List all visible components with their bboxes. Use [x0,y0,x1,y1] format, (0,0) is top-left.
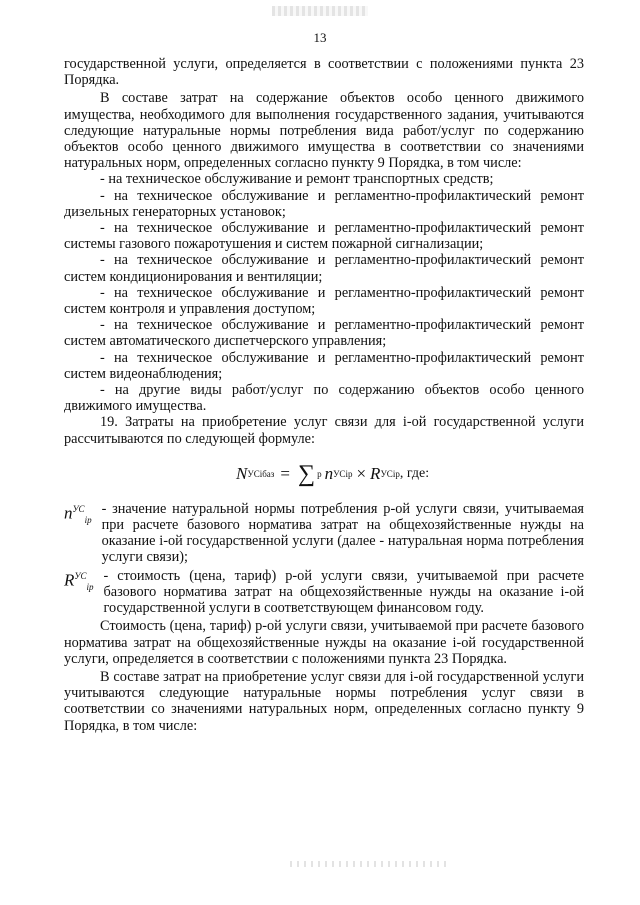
definition-n-text: - значение натуральной нормы потребления p-ой услуги связи, учитываемая при расчете базового норматива затрат на общехозяйственные нужды на оказание i-ой государственной услуги (далее - натуральная норма потребления услуги связи); [101,500,584,566]
symbol-r-var: R [64,570,75,590]
formula-n-var: n [324,463,334,483]
scan-artifact-header [272,6,368,16]
scan-artifact-footer [290,861,450,867]
formula-tail: , где: [399,465,430,481]
formula-equals: = [280,463,290,483]
symbol-r-sub: ip [86,581,94,592]
symbol-n-sup: УС [72,503,85,514]
list-item-fire-systems: - на техническое обслуживание и регламентно-профилактический ремонт системы газового пожаротушения и систем пожарной сигнализации; [64,220,584,253]
document-body [64,56,584,734]
list-item-other-works: - на другие виды работ/услуг по содержанию объектов особо ценного движимого имущества. [64,382,584,415]
formula-r-var: R [370,463,381,483]
formula-sum-sub: p [317,468,322,479]
formula-r-sub: ip [392,468,400,479]
paragraph-cost: Стоимость (цена, тариф) p-ой услуги связи, учитываемой при расчете базового норматива затрат на общехозяйственные нужды на оказание i-ой государственной услуги, определяется в соответствии с положениями пункта 23 Порядка. [64,618,584,667]
list-item-access-control: - на техническое обслуживание и регламентно-профилактический ремонт систем контроля и управления доступом; [64,284,584,318]
formula-lhs-var: N [236,463,248,483]
formula-lhs-sup: УС [247,468,260,479]
list-item-transport: - на техническое обслуживание и ремонт транспортных средств; [100,171,494,188]
definition-r-text: - стоимость (цена, тариф) p-ой услуги связи, учитываемой при расчете базового норматива затрат на общехозяйственные нужды на оказание i-ой государственной услуги в соответствующем финансовом году. [103,567,584,617]
paragraph-continuation: государственной услуги, определяется в соответствии с положениями пункта 23 Порядка. [64,56,584,89]
list-item-diesel-generators: - на техническое обслуживание и регламентно-профилактический ремонт дизельных генераторных установок; [64,187,584,220]
symbol-r-sup: УС [74,570,87,581]
symbol-n-sub: ip [84,514,92,525]
paragraph-communication-norms: В составе затрат на приобретение услуг связи для i-ой государственной услуги учитываются следующие натуральные нормы потребления услуг связи в соответствии со значениями натуральных норм, определенных согласно пункту 9 Порядка, в том числе: [64,668,584,734]
formula-n-sup: УС [333,468,346,479]
paragraph-ocdi-costs: В составе затрат на содержание объектов особо ценного движимого имущества, необходимого для выполнения государственного задания, учитываются следующие натуральные нормы потребления вида работ/услуг по содержанию объектов особо ценного движимого имущества в соответствии со значениями натуральных норм, определенных согласно пункту 9 Порядка, в том числе: [64,90,584,172]
formula-n-sub: ip [345,468,353,479]
definition-n [64,501,584,566]
formula-r-sup: УС [380,468,393,479]
list-item-dispatch-control: - на техническое обслуживание и регламентно-профилактический ремонт систем автоматического диспетчерского управления; [64,317,584,350]
list-item-air-conditioning: - на техническое обслуживание и регламентно-профилактический ремонт систем кондиционирования и вентиляции; [64,252,584,285]
page-number: 13 [313,30,327,45]
formula-times: × [356,463,367,483]
definition-r [64,568,584,617]
symbol-n [64,501,92,528]
formula-lhs-sub: iбаз [259,468,275,479]
symbol-r [64,568,93,595]
paragraph-section-19: 19. Затраты на приобретение услуг связи для i-ой государственной услуги рассчитываются по следующей формуле: [64,414,584,447]
list-item-video-surveillance: - на техническое обслуживание и регламентно-профилактический ремонт систем видеонаблюдения; [64,349,584,382]
formula [64,447,584,501]
formula-sum-sign: ∑ [297,460,316,487]
symbol-n-var: n [64,503,73,523]
